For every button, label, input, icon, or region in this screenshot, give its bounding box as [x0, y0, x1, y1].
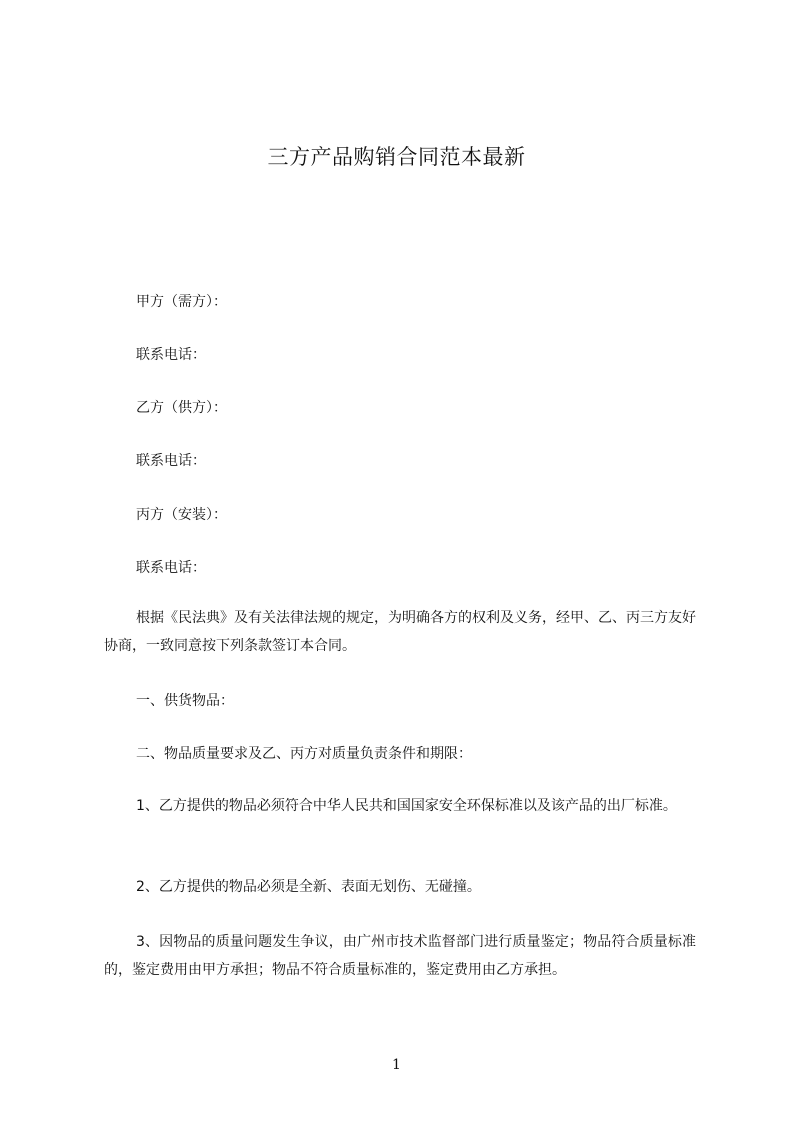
party-b-phone-label: 联系电话：: [136, 453, 206, 469]
clause-text: 2、乙方提供的物品必须是全新、表面无划伤、无碰撞。: [136, 879, 481, 895]
section-heading: 二、物品质量要求及乙、丙方对质量负责条件和期限：: [136, 746, 472, 762]
clause-paragraph: [104, 928, 696, 984]
clause-text: 1、乙方提供的物品必须符合中华人民共和国国家安全环保标准以及该产品的出厂标准。: [136, 798, 677, 814]
party-a-label: 甲方（需方）：: [136, 294, 227, 310]
clause-text: 3、因物品的质量问题发生争议，由广州市技术监督部门进行质量鉴定；物品符合质量标准的，鉴定费用由甲方承担；物品不符合质量标准的，鉴定费用由乙方承担。: [104, 934, 696, 978]
page-number: 1: [392, 1057, 401, 1073]
party-b-label: 乙方（供方）：: [136, 400, 227, 416]
party-c-phone-label: 联系电话：: [136, 560, 206, 576]
preamble-text: 根据《民法典》及有关法律法规的规定，为明确各方的权利及义务，经甲、乙、丙三方友好协商，一致同意按下列条款签订本合同。: [104, 610, 696, 654]
party-c-label: 丙方（安装）：: [136, 507, 227, 523]
preamble-paragraph: [104, 604, 696, 660]
clause-paragraph: [104, 873, 696, 901]
party-a-phone-label: 联系电话：: [136, 347, 206, 363]
section-heading: 一、供货物品：: [136, 693, 234, 709]
clause-paragraph: [104, 792, 696, 820]
document-title: 三方产品购销合同范本最新: [267, 145, 526, 169]
